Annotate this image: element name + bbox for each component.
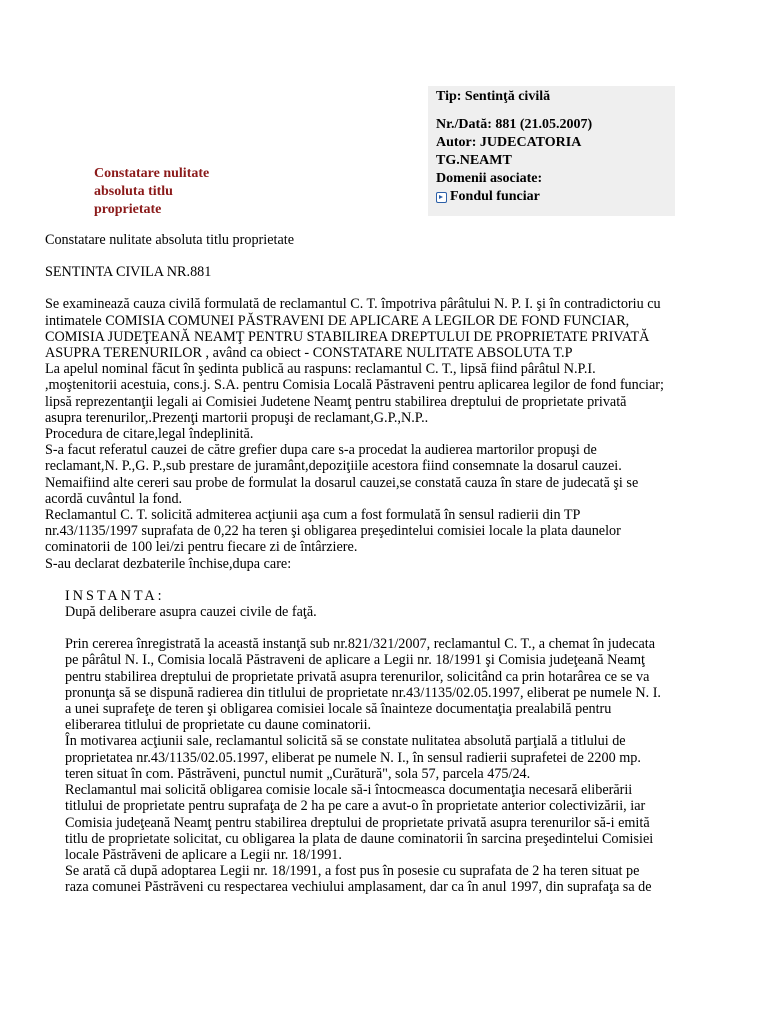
title-line: absoluta titlu xyxy=(94,184,173,199)
domain-link-fondul-funciar[interactable] xyxy=(436,188,675,206)
sentence-number: SENTINTA CIVILA NR.881 xyxy=(45,264,212,281)
text-line: Se arată că după adoptarea Legii nr. 18/1991, a fost pus în posesie cu suprafata de 2 ha teren situat pe xyxy=(65,863,640,880)
document-info-box xyxy=(428,86,675,216)
text-line: pronunţa să se dispună radierea din titlului de proprietate nr.43/1135/02.05.1997, eliberat pe numele N. I. xyxy=(65,684,661,701)
text-line: titlu de proprietate solicitat, cu obligarea la plata de daune cominatorii în sarcina preşedintelui Comisiei xyxy=(65,830,654,847)
text-line: eliberarea titlului de proprietate cu daune cominatorii. xyxy=(65,717,372,734)
title-line: Constatare nulitate xyxy=(94,166,210,181)
associated-domains-label: Domenii asociate: xyxy=(436,171,543,186)
document-body xyxy=(45,232,725,896)
text-line: proprietatea nr.43/1135/02.05.1997, eliberat pe numele N. I., în sensul radierii suprafetei de 2200 mp. xyxy=(65,749,641,766)
text-line: Comisia judeţeană Neamţ pentru stabilirea dreptului de proprietate privată asupra terenurilor să-i emită xyxy=(65,814,650,831)
text-line: S-a facut referatul cauzei de către grefier dupa care s-a procedat la audierea martorilor propuşi de xyxy=(45,442,597,459)
text-line: Nemaifiind alte cereri sau probe de formulat la dosarul cauzei,se constată cauza în stare de judecată şi se xyxy=(45,474,639,491)
text-line: teren situat în com. Păstrăveni, punctul numit „Curătură", sola 57, parcela 475/24. xyxy=(65,765,531,782)
text-line: Procedura de citare,legal îndeplinită. xyxy=(45,426,254,443)
document-number-date: Nr./Dată: 881 (21.05.2007) xyxy=(436,117,593,132)
text-line: În motivarea acţiunii sale, reclamantul solicită să se constate nulitatea absolută parţială a titlului de xyxy=(65,733,626,750)
document-type: Tip: Sentinţă civilă xyxy=(436,89,551,104)
text-line: Se examinează cauza civilă formulată de reclamantul C. T. împotriva pârâtului N. P. I. şi în contradictoriu cu xyxy=(45,296,661,313)
domain-link-label: Fondul funciar xyxy=(450,189,540,204)
text-line: asupra terenurilor,.Prezenţi martorii propuşi de reclamant,G.P.,N.P.. xyxy=(45,409,429,426)
text-line: cominatorii de 100 lei/zi pentru fiecare zi de întârziere. xyxy=(45,539,358,556)
text-line: acordă cuvântul la fond. xyxy=(45,490,183,507)
text-line: ASUPRA TERENURILOR , având ca obiect - CONSTATARE NULITATE ABSOLUTA T.P xyxy=(45,345,573,362)
text-line: reclamant,N. P.,G. P.,sub prestare de juramânt,depoziţiile acestora fiind consemnate la dosarul cauzei. xyxy=(45,458,622,475)
arrow-link-icon xyxy=(436,192,447,203)
paragraph-1 xyxy=(45,296,725,571)
doc-heading: Constatare nulitate absoluta titlu proprietate xyxy=(45,232,294,248)
text-line: locale Păstrăveni de aplicare a Legii nr. 18/1991. xyxy=(65,846,342,863)
text-line: ,moştenitorii acestuia, cons.j. S.A. pentru Comisia Locală Păstraveni pentru aplicarea legilor de fond funciar; xyxy=(45,377,664,394)
text-line: intimatele COMISIA COMUNEI PĂSTRAVENI DE APLICARE A LEGILOR DE FOND FUNCIAR, xyxy=(45,312,630,329)
text-line: La apelul nominal făcut în şedinta publică au raspuns: reclamantul C. T., lipsă fiind pârâtul N.P.I. xyxy=(45,361,596,378)
text-line: Reclamantul C. T. solicită admiterea acţiunii aşa cum a fost formulată în sensul radierii din TP xyxy=(45,507,581,524)
document-author: Autor: JUDECATORIA xyxy=(436,135,582,150)
text-line: pe pârâtul N. I., Comisia locală Păstraveni de aplicare a Legii nr. 18/1991 şi Comisia judeţeană Neamţ xyxy=(65,652,645,669)
document-author-cont: TG.NEAMT xyxy=(436,153,512,168)
text-line: a unei suprafeţe de teren şi obligarea comisiei locale să înainteze documentaţia prealabilă pentru xyxy=(65,701,612,718)
text-line: lipsă reprezentanţii legali ai Comisiei Judetene Neamţ pentru stabilirea dreptului de proprietate privată xyxy=(45,393,627,410)
court-heading: INSTANTA: xyxy=(65,587,165,604)
text-line: pentru stabilirea dreptului de proprietate privată asupra terenurilor, solicitând ca prin hotarârea ce se va xyxy=(65,668,650,685)
text-line: COMISIA JUDEŢEANĂ NEAMŢ PENTRU STABILIREA DREPTULUI DE PROPRIETATE PRIVATĂ xyxy=(45,328,650,345)
text-line: titlului de proprietate pentru suprafaţa de 2 ha pe care a avut-o în proprietate anterior colectivizării, iar xyxy=(65,798,646,815)
court-section xyxy=(45,588,725,896)
title-line: proprietate xyxy=(94,202,162,217)
text-line: nr.43/1135/1997 suprafata de 0,22 ha teren şi obligarea preşedintelui comisiei locale la plata daunelor xyxy=(45,523,621,540)
text-line: raza comunei Păstrăveni cu respectarea vechiului amplasament, dar ca în anul 1997, din suprafaţa sa de xyxy=(65,879,652,896)
deliberation-line: După deliberare asupra cauzei civile de faţă. xyxy=(65,604,317,621)
text-line: Reclamantul mai solicită obligarea comisie locale să-i întocmeasca documentaţia necesară eliberării xyxy=(65,782,633,799)
document-title xyxy=(94,165,264,219)
text-line: Prin cererea înregistrată la această instanţă sub nr.821/321/2007, reclamantul C. T., a chemat în judecata xyxy=(65,636,656,653)
text-line: S-au declarat dezbaterile închise,dupa care: xyxy=(45,555,292,572)
